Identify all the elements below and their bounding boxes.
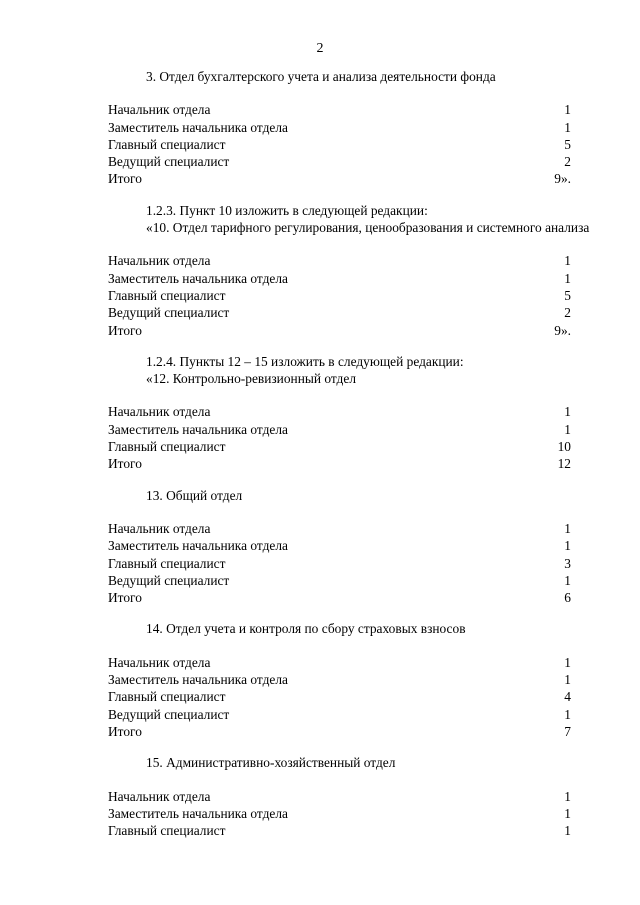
position-label: Главный специалист [108, 689, 226, 705]
position-label: Главный специалист [108, 287, 226, 303]
position-count: 1 [564, 102, 571, 118]
staff-row [108, 170, 611, 187]
staff-row [108, 136, 611, 153]
spacer [108, 236, 611, 252]
position-count: 7 [564, 723, 571, 739]
staff-row [108, 671, 611, 688]
staff-list [108, 788, 611, 840]
staff-row [108, 688, 611, 705]
position-count: 1 [564, 654, 571, 670]
spacer [108, 740, 611, 754]
staff-row [108, 654, 611, 671]
staff-row [108, 287, 611, 304]
staff-row [108, 706, 611, 723]
staff-row [108, 119, 611, 136]
staff-row [108, 438, 611, 455]
section-heading: 1.2.4. Пункты 12 – 15 изложить в следующей редакции: [146, 353, 464, 369]
position-label: Итого [108, 590, 142, 606]
section-heading: 14. Отдел учета и контроля по сбору страховых взносов [146, 621, 466, 637]
staff-list [108, 654, 611, 740]
section-paragraph: «10. Отдел тарифного регулирования, ценообразования и системного анализа [146, 220, 590, 236]
position-count: 1 [564, 404, 571, 420]
staff-list [108, 403, 611, 472]
position-label: Итого [108, 322, 142, 338]
spacer [108, 504, 611, 520]
section-heading: 1.2.3. Пункт 10 изложить в следующей редакции: [146, 202, 428, 218]
position-count: 1 [564, 270, 571, 286]
spacer [108, 339, 611, 353]
section-5 [108, 620, 611, 754]
section-2 [108, 202, 611, 353]
position-count: 9». [554, 171, 571, 187]
staff-row [108, 723, 611, 740]
staff-list [108, 101, 611, 187]
position-count: 6 [564, 590, 571, 606]
section-6 [108, 754, 611, 839]
spacer [108, 772, 611, 788]
position-label: Начальник отдела [108, 102, 211, 118]
spacer [108, 606, 611, 620]
position-count: 1 [564, 823, 571, 839]
section-heading: 13. Общий отдел [146, 487, 243, 503]
spacer [108, 85, 611, 101]
position-count: 1 [564, 706, 571, 722]
staff-row [108, 322, 611, 339]
staff-list [108, 520, 611, 606]
staff-row [108, 537, 611, 554]
position-label: Главный специалист [108, 136, 226, 152]
staff-row [108, 555, 611, 572]
position-count: 1 [564, 788, 571, 804]
section-heading: 3. Отдел бухгалтерского учета и анализа деятельности фонда [146, 69, 496, 84]
spacer [108, 387, 611, 403]
position-label: Заместитель начальника отдела [108, 270, 288, 286]
section-heading: 15. Административно-хозяйственный отдел [146, 755, 396, 771]
staff-row [108, 805, 611, 822]
position-count: 4 [564, 689, 571, 705]
position-count: 5 [564, 136, 571, 152]
position-label: Главный специалист [108, 555, 226, 571]
staff-list [108, 252, 611, 338]
section-1 [108, 68, 611, 202]
position-label: Итого [108, 723, 142, 739]
section-3 [108, 353, 611, 487]
position-count: 10 [557, 439, 571, 455]
page-number: 2 [316, 41, 324, 56]
position-count: 1 [564, 805, 571, 821]
position-count: 12 [557, 456, 571, 472]
position-count: 1 [564, 119, 571, 135]
section-heading: «12. Контрольно-ревизионный отдел [146, 371, 356, 387]
staff-row [108, 520, 611, 537]
staff-row [108, 270, 611, 287]
spacer [108, 473, 611, 487]
position-label: Ведущий специалист [108, 305, 230, 321]
staff-row [108, 822, 611, 839]
spacer [108, 638, 611, 654]
position-count: 1 [564, 520, 571, 536]
position-label: Начальник отдела [108, 404, 211, 420]
staff-row [108, 589, 611, 606]
position-count: 2 [564, 154, 571, 170]
document-content [108, 68, 611, 839]
position-label: Ведущий специалист [108, 706, 230, 722]
position-label: Начальник отдела [108, 253, 211, 269]
staff-row [108, 304, 611, 321]
position-label: Начальник отдела [108, 520, 211, 536]
staff-row [108, 455, 611, 472]
staff-row [108, 252, 611, 269]
section-4 [108, 487, 611, 621]
position-label: Заместитель начальника отдела [108, 805, 288, 821]
position-label: Начальник отдела [108, 654, 211, 670]
position-count: 9». [554, 322, 571, 338]
position-label: Заместитель начальника отдела [108, 119, 288, 135]
position-label: Главный специалист [108, 823, 226, 839]
position-label: Итого [108, 456, 142, 472]
staff-row [108, 101, 611, 118]
position-label: Заместитель начальника отдела [108, 421, 288, 437]
position-count: 1 [564, 253, 571, 269]
staff-row [108, 421, 611, 438]
position-count: 1 [564, 572, 571, 588]
position-count: 3 [564, 555, 571, 571]
position-label: Заместитель начальника отдела [108, 538, 288, 554]
position-label: Начальник отдела [108, 788, 211, 804]
staff-row [108, 403, 611, 420]
position-count: 1 [564, 538, 571, 554]
staff-row [108, 153, 611, 170]
position-count: 2 [564, 305, 571, 321]
position-count: 1 [564, 421, 571, 437]
staff-row [108, 572, 611, 589]
position-label: Итого [108, 171, 142, 187]
staff-row [108, 788, 611, 805]
position-label: Заместитель начальника отдела [108, 672, 288, 688]
spacer [108, 188, 611, 202]
position-label: Ведущий специалист [108, 154, 230, 170]
position-count: 1 [564, 672, 571, 688]
position-label: Ведущий специалист [108, 572, 230, 588]
position-count: 5 [564, 287, 571, 303]
position-label: Главный специалист [108, 439, 226, 455]
